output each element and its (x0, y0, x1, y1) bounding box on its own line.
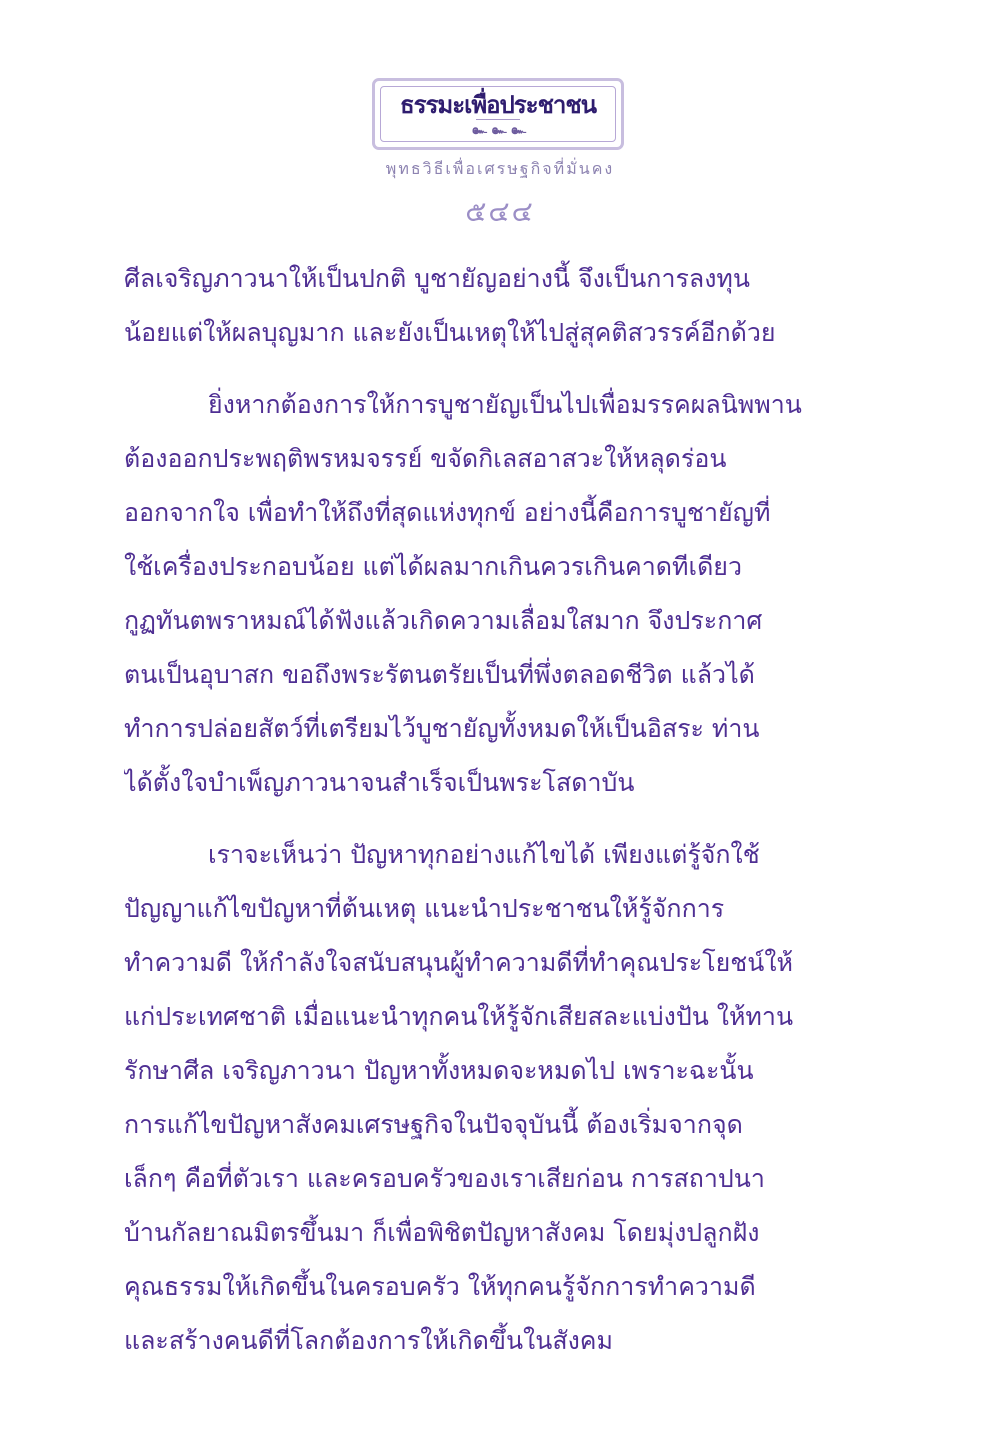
text-line: กูฏทันตพราหมณ์ได้ฟังแล้วเกิดความเลื่อมใสมาก จึงประกาศ (124, 606, 763, 635)
text-line: น้อยแต่ให้ผลบุญมาก และยังเป็นเหตุให้ไปสู่สุคติสวรรค์อีกด้วย (124, 318, 776, 347)
paragraph-first-line: เราจะเห็นว่า ปัญหาทุกอย่างแก้ไขได้ เพียงแต่รู้จักใช้ (208, 840, 760, 869)
logo-title: ธรรมะเพื่อประชาชน (399, 91, 597, 119)
text-line: และสร้างคนดีที่โลกต้องการให้เกิดขึ้นในสังคม (124, 1326, 614, 1355)
page-header (0, 0, 1000, 240)
text-line: ทำความดี ให้กำลังใจสนับสนุนผู้ทำความดีที่ทำคุณประโยชน์ให้ (124, 948, 794, 977)
page-content (124, 252, 848, 1432)
text-line: คุณธรรมให้เกิดขึ้นในครอบครัว ให้ทุกคนรู้จักการทำความดี (124, 1272, 756, 1301)
text-line: ปัญญาแก้ไขปัญหาที่ต้นเหตุ แนะนำประชาชนให้รู้จักการ (124, 894, 725, 923)
paragraph-first-line: ยิ่งหากต้องการให้การบูชายัญเป็นไปเพื่อมรรคผลนิพพาน (208, 390, 802, 419)
text-line: ออกจากใจ เพื่อทำให้ถึงที่สุดแห่งทุกข์ อย่างนี้คือการบูชายัญที่ (124, 498, 771, 527)
text-line: การแก้ไขปัญหาสังคมเศรษฐกิจในปัจจุบันนี้ ต้องเริ่มจากจุด (124, 1110, 743, 1139)
text-line: ต้องออกประพฤติพรหมจรรย์ ขจัดกิเลสอาสวะให้หลุดร่อน (124, 444, 727, 473)
logo-ornament: ๛ ๛ ๛ (471, 123, 527, 138)
text-line: ตนเป็นอุบาสก ขอถึงพระรัตนตรัยเป็นที่พึ่งตลอดชีวิต แล้วได้ (124, 660, 755, 689)
text-line: บ้านกัลยาณมิตรขึ้นมา ก็เพื่อพิชิตปัญหาสังคม โดยมุ่งปลูกฝัง (124, 1218, 760, 1247)
page-number: ๕๔๔ (465, 195, 535, 228)
running-title: พุทธวิธีเพื่อเศรษฐกิจที่มั่นคง (385, 159, 615, 178)
text-line: เล็กๆ คือที่ตัวเรา และครอบครัวของเราเสียก่อน การสถาปนา (124, 1164, 765, 1193)
text-line: แก่ประเทศชาติ เมื่อแนะนำทุกคนให้รู้จักเสียสละแบ่งปัน ให้ทาน (124, 1002, 794, 1031)
text-line: ทำการปล่อยสัตว์ที่เตรียมไว้บูชายัญทั้งหมดให้เป็นอิสระ ท่าน (124, 714, 760, 743)
text-line: ใช้เครื่องประกอบน้อย แต่ได้ผลมากเกินควรเกินคาดทีเดียว (124, 552, 742, 581)
logo-ornament-line (476, 119, 520, 120)
text-line: ได้ตั้งใจบำเพ็ญภาวนาจนสำเร็จเป็นพระโสดาบัน (124, 768, 635, 797)
series-logo (372, 78, 624, 150)
text-line: ศีลเจริญภาวนาให้เป็นปกติ บูชายัญอย่างนี้ จึงเป็นการลงทุน (124, 264, 751, 293)
text-line: รักษาศีล เจริญภาวนา ปัญหาทั้งหมดจะหมดไป เพราะฉะนั้น (124, 1056, 754, 1085)
